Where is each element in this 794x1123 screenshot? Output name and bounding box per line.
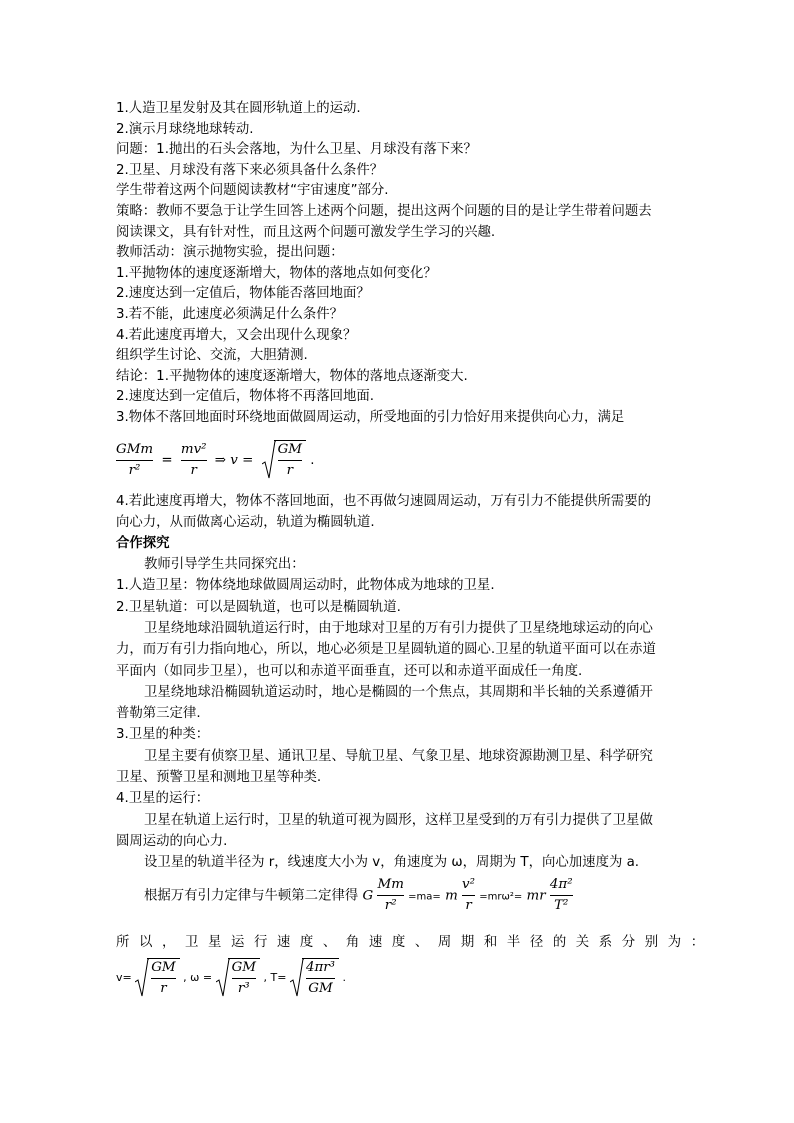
text-line: 3.物体不落回地面时环绕地面做圆周运动，所受地面的引力恰好用来提供向心力，满足 bbox=[116, 410, 625, 425]
text-line: 向心力，从而做离心运动，轨道为椭圆轨道. bbox=[116, 515, 375, 530]
text-line: 平面内（如同步卫星），也可以和赤道平面垂直，还可以和赤道平面成任一角度. bbox=[116, 664, 583, 679]
text-line: 4.若此速度再增大，又会出现什么现象？ bbox=[116, 328, 357, 343]
text-line: 4.若此速度再增大，物体不落回地面，也不再做匀速圆周运动，万有引力不能提供所需要的 bbox=[116, 494, 652, 509]
text-line: 2.演示月球绕地球转动. bbox=[116, 122, 254, 137]
text-line: 学生带着这两个问题阅读教材“宇宙速度”部分. bbox=[116, 183, 389, 198]
conclusion-line: 所以，卫星运行速度、角速度、周期和半径的关系分别为： bbox=[116, 935, 714, 950]
text-line: 1.人造卫星：物体绕地球做圆周运动时，此物体成为地球的卫星. bbox=[116, 578, 495, 593]
text-line: 3.卫星的种类： bbox=[116, 727, 210, 742]
text-line: 卫星绕地球沿圆轨道运行时，由于地球对卫星的万有引力提供了卫星绕地球运动的向心 bbox=[144, 621, 653, 636]
formula-orbital-velocity: $\frac{\text{GMm}}{\text{r²}}$ = $\frac{\text{mv²}}{r}$ ⇒ v = $\frac{GM}{r}$ . bbox=[116, 441, 315, 478]
text-line: 设卫星的轨道半径为 r，线速度大小为 v，角速度为 ω，周期为 T，向心加速度为 a. bbox=[144, 855, 640, 870]
fraction-centripetal: $\frac{\text{mv²}}{r}$ bbox=[180, 441, 207, 478]
text-line: 问题：1.抛出的石头会落地，为什么卫星、月球没有落下来？ bbox=[116, 142, 477, 157]
formula-newton-gravity: 根据万有引力定律与牛顿第二定律得 G $\frac{Mm}{\text{r²}}$ =ma= m $\frac{\text{v²}}{r}$ =mrω²= mr $\frac{\text{4π²}}{\text{T²}}$ bbox=[144, 877, 573, 913]
fraction-gravity: $\frac{\text{GMm}}{\text{r²}}$ bbox=[116, 441, 154, 478]
text-line: 卫星在轨道上运行时，卫星的轨道可视为圆形，这样卫星受到的万有引力提供了卫星做 bbox=[144, 813, 653, 828]
text-line: 1.人造卫星发射及其在圆形轨道上的运动. bbox=[116, 101, 361, 116]
text-line: 4.卫星的运行： bbox=[116, 791, 210, 806]
text-line: 教师活动：演示抛物实验，提出问题： bbox=[116, 245, 344, 260]
text-line: 组织学生讨论、交流，大胆猜测. bbox=[116, 348, 308, 363]
text-line: 普勒第三定律. bbox=[116, 706, 201, 721]
text-line: 教师引导学生共同探究出： bbox=[144, 557, 305, 572]
text-line: 策略：教师不要急于让学生回答上述两个问题，提出这两个问题的目的是让学生带着问题去 bbox=[116, 204, 652, 219]
section-title: 合作探究 bbox=[116, 536, 170, 551]
text-line: 圆周运动的向心力. bbox=[116, 834, 228, 849]
formula-relations: v= $\frac{GM}{r}$ , ω = $\frac{GM}{\text{r³}}$ , T= $\frac{\text{4πr³}}{GM}$ . bbox=[116, 960, 347, 996]
text-line: 2.速度达到一定值后，物体能否落回地面？ bbox=[116, 286, 370, 301]
text-line: 力，而万有引力指向地心，所以，地心必须是卫星圆轨道的圆心.卫星的轨道平面可以在赤道 bbox=[116, 642, 656, 657]
text-line: 结论：1.平抛物体的速度逐渐增大，物体的落地点逐渐变大. bbox=[116, 369, 468, 384]
text-line: 2.速度达到一定值后，物体将不再落回地面. bbox=[116, 389, 375, 404]
fraction-radicand: $\frac{GM}{r}$ bbox=[274, 440, 306, 480]
text-line: 卫星绕地球沿椭圆轨道运动时，地心是椭圆的一个焦点，其周期和半长轴的关系遵循开 bbox=[144, 685, 653, 700]
text-line: 卫星、预警卫星和测地卫星等种类. bbox=[116, 770, 322, 785]
text-line: 1.平抛物体的速度逐渐增大，物体的落地点如何变化？ bbox=[116, 266, 437, 281]
text-line: 阅读课文，具有针对性，而且这两个问题可激发学生学习的兴趣. bbox=[116, 225, 496, 240]
text-line: 2.卫星、月球没有落下来必须具备什么条件？ bbox=[116, 163, 384, 178]
text-line: 3.若不能，此速度必须满足什么条件？ bbox=[116, 307, 344, 322]
text-line: 卫星主要有侦察卫星、通讯卫星、导航卫星、气象卫星、地球资源勘测卫星、科学研究 bbox=[144, 749, 653, 764]
text-line: 2.卫星轨道：可以是圆轨道，也可以是椭圆轨道. bbox=[116, 600, 401, 615]
